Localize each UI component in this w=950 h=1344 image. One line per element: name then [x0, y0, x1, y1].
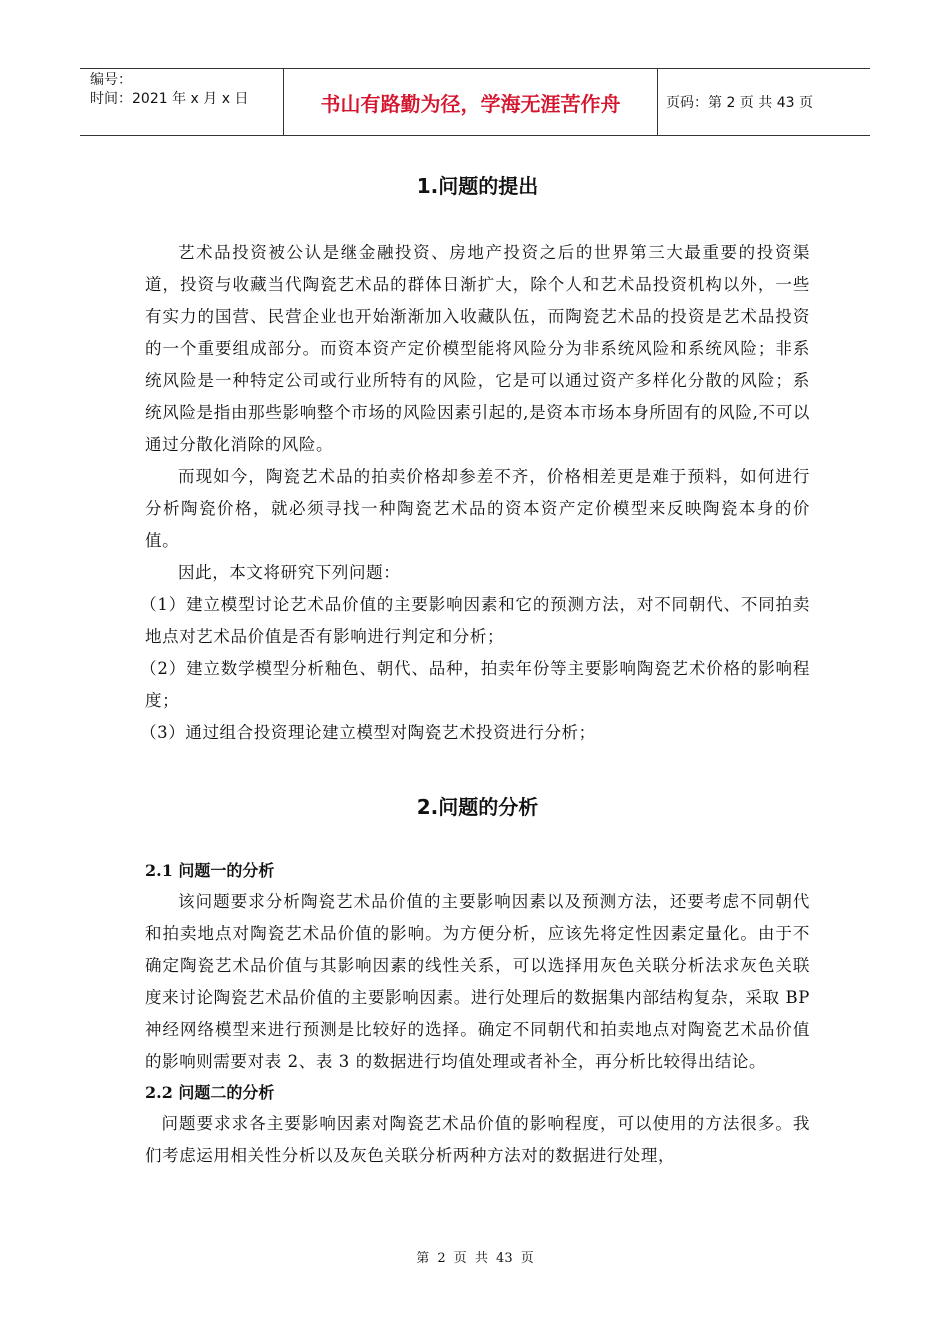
paragraph: 而现如今，陶瓷艺术品的拍卖价格却参差不齐，价格相差更是难于预料，如何进行分析陶瓷价格，就必须寻找一种陶瓷艺术品的资本资产定价模型来反映陶瓷本身的价值。 [145, 467, 810, 550]
section-1-title: 1.问题的提出 [416, 174, 539, 198]
header-meta [80, 69, 283, 135]
document-date: 时间：2021 年 x 月 x 日 [90, 91, 249, 107]
header-page-info: 页码：第 2 页 共 43 页 [666, 95, 813, 111]
header-motto: 书山有路勤为径，学海无涯苦作舟 [283, 69, 658, 135]
list-item: （3）通过组合投资理论建立模型对陶瓷艺术投资进行分析； [140, 723, 596, 742]
page-body [140, 170, 810, 1172]
document-number-label: 编号： [90, 72, 132, 88]
page-header [80, 68, 870, 136]
paragraph: 因此，本文将研究下列问题： [178, 563, 401, 582]
paragraph: 该问题要求分析陶瓷艺术品价值的主要影响因素以及预测方法，还要考虑不同朝代和拍卖地点对陶瓷艺术品价值的影响。为方便分析，应该先将定性因素定量化。由于不确定陶瓷艺术品价值与其影响因素的线性关系，可以选择用灰色关联分析法求灰色关联度来讨论陶瓷艺术品价值的主要影响因素。进行处理后的数据集内部结构复杂，采取 BP 神经网络模型来进行预测是比较好的选择。确定不同朝代和拍卖地点对陶瓷艺术品价值的影响则需要对表 2、表 3 的数据进行均值处理或者补全，再分析比较得出结论。 [145, 892, 810, 1071]
page-footer: 第 2 页 共 43 页 [416, 1251, 534, 1266]
subsection-2-2-title: 2.2 问题二的分析 [145, 1083, 275, 1102]
list-item: （2）建立数学模型分析釉色、朝代、品种，拍卖年份等主要影响陶瓷艺术价格的影响程度； [140, 659, 810, 710]
paragraph: 问题要求求各主要影响因素对陶瓷艺术品价值的影响程度，可以使用的方法很多。我们考虑运用相关性分析以及灰色关联分析两种方法对的数据进行处理， [145, 1114, 810, 1165]
paragraph: 艺术品投资被公认是继金融投资、房地产投资之后的世界第三大最重要的投资渠道，投资与收藏当代陶瓷艺术品的群体日渐扩大，除个人和艺术品投资机构以外，一些有实力的国营、民营企业也开始渐渐加入收藏队伍，而陶瓷艺术品的投资是艺术品投资的一个重要组成部分。而资本资产定价模型能将风险分为非系统风险和系统风险；非系统风险是一种特定公司或行业所特有的风险，它是可以通过资产多样化分散的风险；系统风险是指由那些影响整个市场的风险因素引起的,是资本市场本身所固有的风险,不可以通过分散化消除的风险。 [145, 243, 810, 454]
list-item: （1）建立模型讨论艺术品价值的主要影响因素和它的预测方法，对不同朝代、不同拍卖地点对艺术品价值是否有影响进行判定和分析； [140, 595, 810, 646]
subsection-2-1-title: 2.1 问题一的分析 [145, 861, 275, 880]
section-2-title: 2.问题的分析 [416, 795, 539, 819]
